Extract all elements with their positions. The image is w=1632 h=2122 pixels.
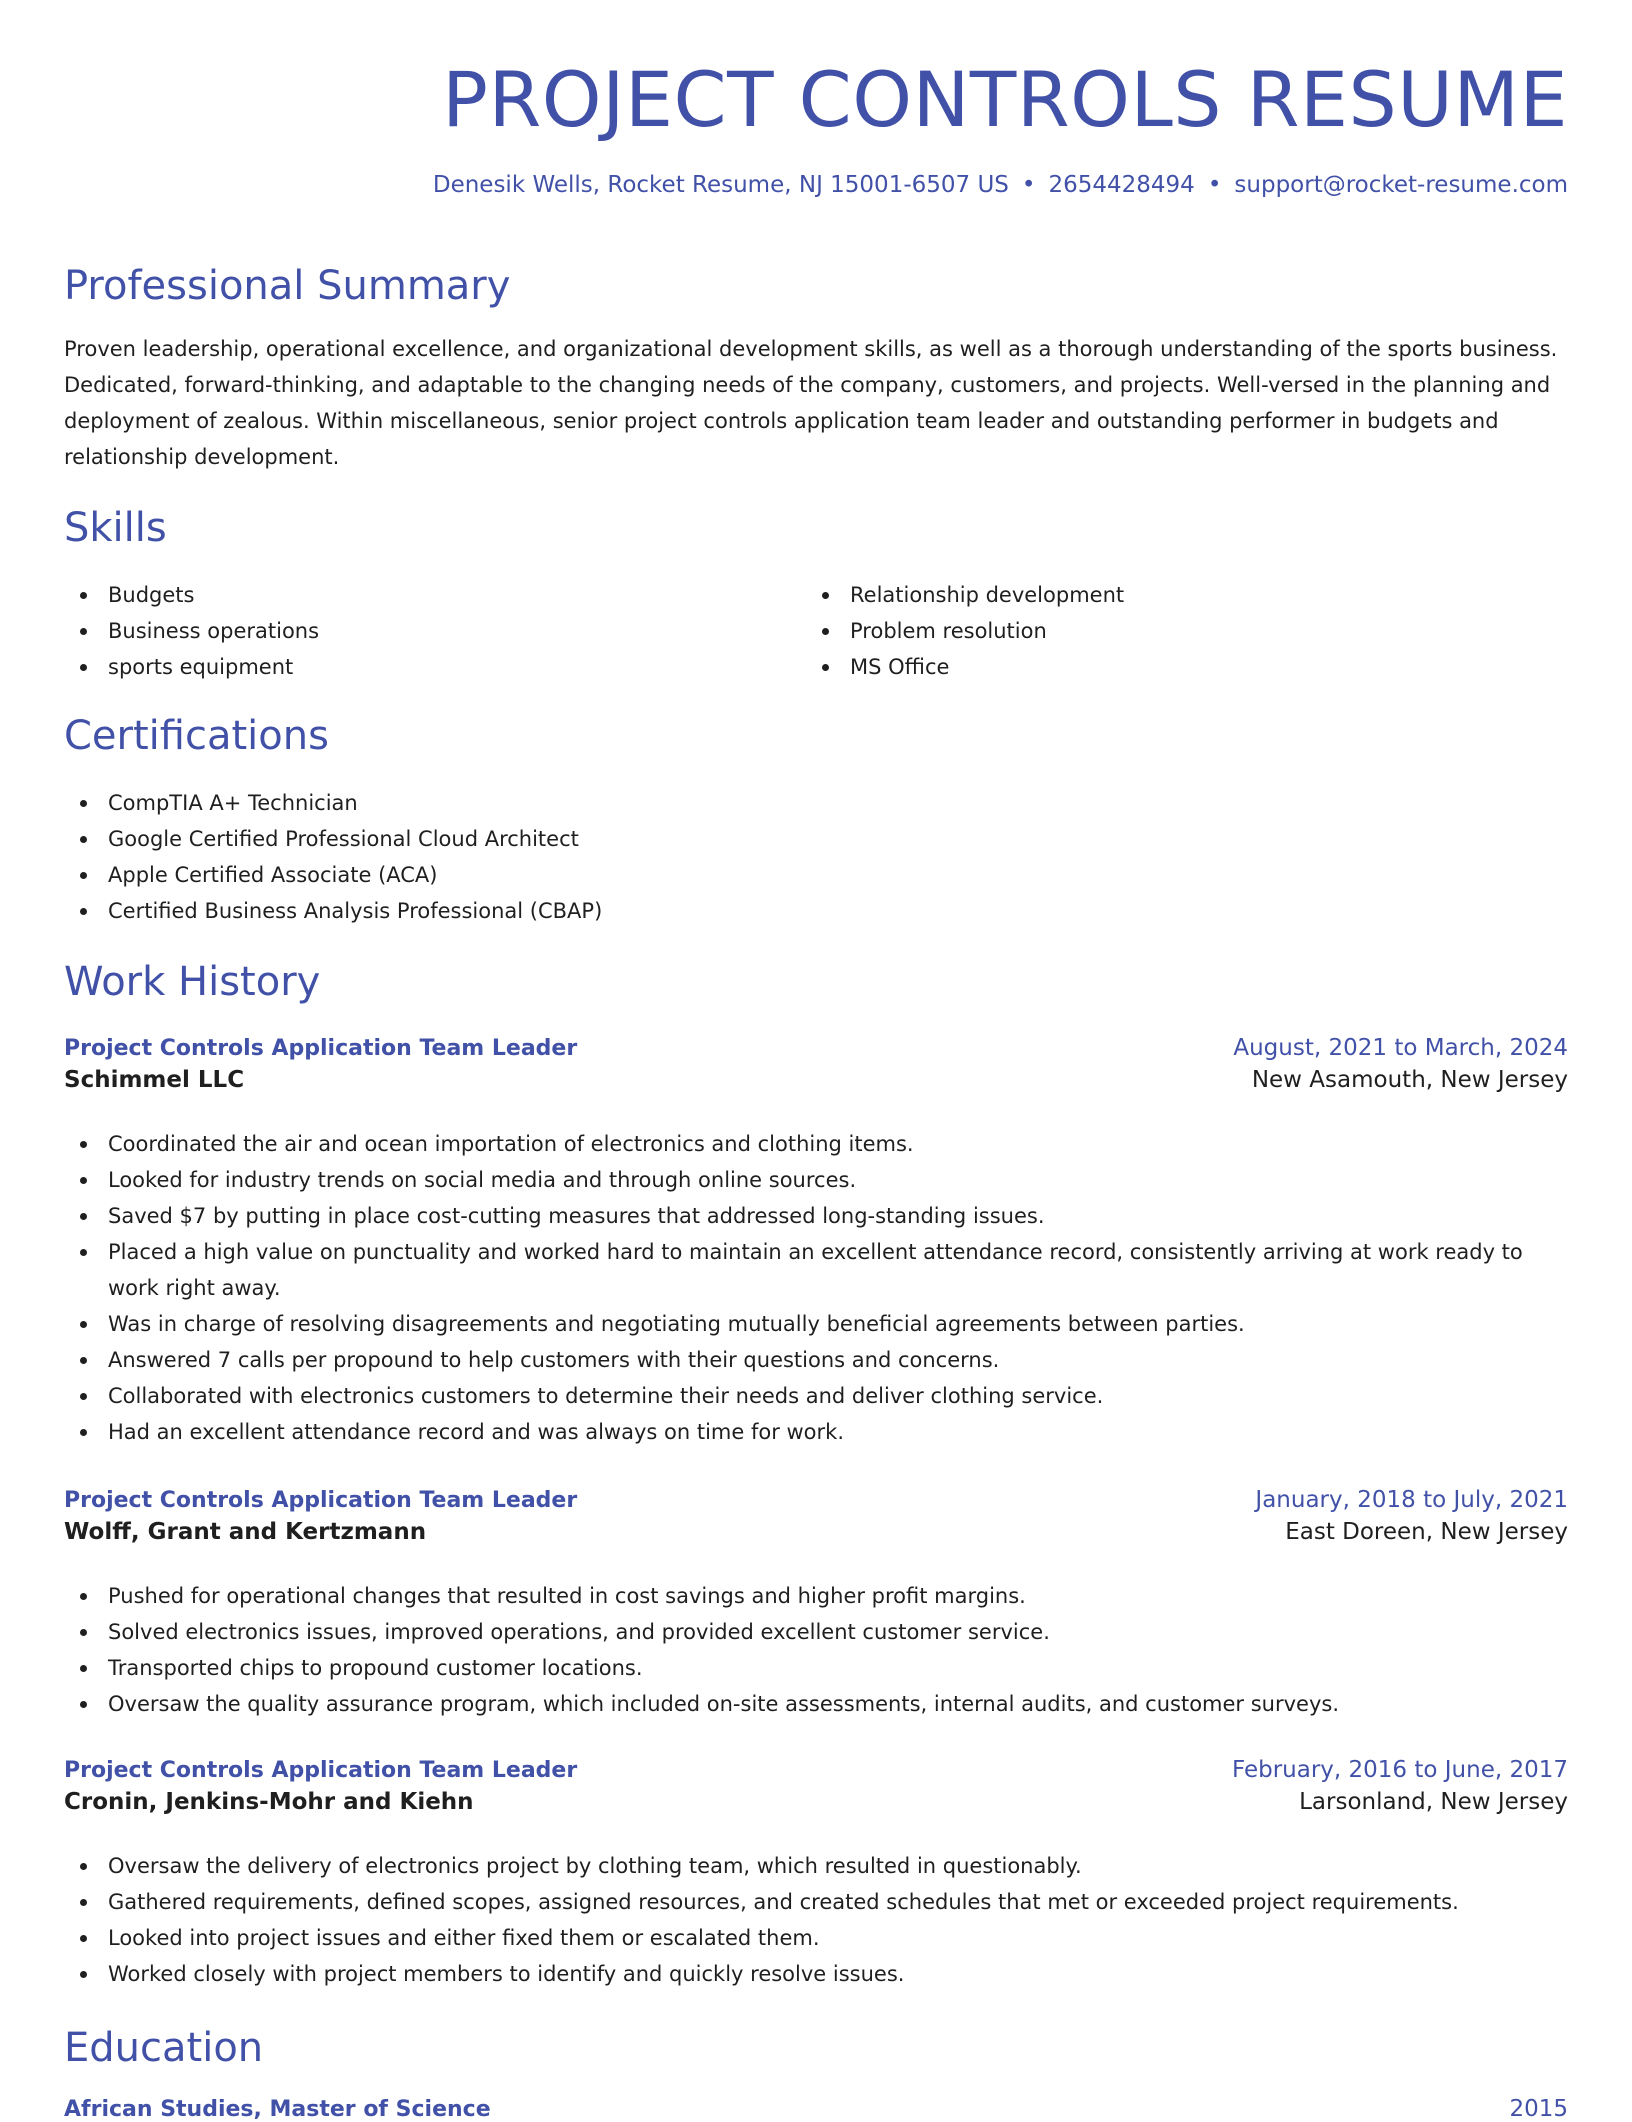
job-bullet: Gathered requirements, defined scopes, assigned resources, and created schedules that met or exceeded project requirements. <box>64 1884 1568 1920</box>
job-bullet: Oversaw the delivery of electronics project by clothing team, which resulted in questionably. <box>64 1848 1568 1884</box>
job-location: New Asamouth, New Jersey <box>1251 1067 1568 1093</box>
contact-phone[interactable]: 2654428494 <box>1048 172 1195 198</box>
job-bullet: Transported chips to propound customer locations. <box>64 1650 1568 1686</box>
section-heading-certifications: Certifications <box>64 713 329 759</box>
job-title-row <box>64 1757 1568 1783</box>
certifications-section <box>64 713 1568 759</box>
job-dates: February, 2016 to June, 2017 <box>1231 1757 1568 1783</box>
skill-item: Problem resolution <box>806 613 1548 649</box>
job-bullets <box>64 1848 1568 1992</box>
job-bullet: Pushed for operational changes that resulted in cost savings and higher profit margins. <box>64 1578 1568 1614</box>
work-history-section <box>64 959 1568 1005</box>
job-bullet: Solved electronics issues, improved operations, and provided excellent customer service. <box>64 1614 1568 1650</box>
certifications-list <box>64 785 1568 929</box>
section-heading-education: Education <box>64 2025 264 2071</box>
contact-email[interactable]: support@rocket-resume.com <box>1234 172 1568 198</box>
job-bullet: Saved $7 by putting in place cost-cutting measures that addressed long-standing issues. <box>64 1198 1568 1234</box>
education-entry <box>64 2096 1568 2122</box>
job-location: East Doreen, New Jersey <box>1285 1519 1568 1545</box>
job-bullet: Oversaw the quality assurance program, which included on-site assessments, internal audits, and customer surveys. <box>64 1686 1568 1722</box>
job-bullets <box>64 1126 1568 1450</box>
contact-address: Denesik Wells, Rocket Resume, NJ 15001-6507 US <box>432 172 1009 198</box>
job-title: Project Controls Application Team Leader <box>64 1758 578 1783</box>
certification-item: Certified Business Analysis Professional (CBAP) <box>64 893 1568 929</box>
resume-page <box>64 0 1568 2122</box>
skills-column-right <box>806 577 1548 685</box>
job-bullet: Was in charge of resolving disagreements and negotiating mutually beneficial agreements between parties. <box>64 1306 1568 1342</box>
job-bullet: Looked into project issues and either fixed them or escalated them. <box>64 1920 1568 1956</box>
job-bullet: Looked for industry trends on social media and through online sources. <box>64 1162 1568 1198</box>
skill-item: MS Office <box>806 649 1548 685</box>
contact-separator: • <box>1207 172 1222 198</box>
job-entry <box>64 1487 1568 1545</box>
skill-item: sports equipment <box>64 649 806 685</box>
section-heading-work-history: Work History <box>64 959 321 1005</box>
job-company-row <box>64 1067 1568 1093</box>
job-bullet: Had an excellent attendance record and was always on time for work. <box>64 1414 1568 1450</box>
education-year: 2015 <box>1509 2096 1568 2122</box>
skill-item: Budgets <box>64 577 806 613</box>
job-entry <box>64 1035 1568 1093</box>
contact-line <box>64 172 1568 198</box>
certification-item: Apple Certified Associate (ACA) <box>64 857 1568 893</box>
skill-item: Business operations <box>64 613 806 649</box>
job-bullets <box>64 1578 1568 1722</box>
job-title-row <box>64 1035 1568 1061</box>
skills-column-left <box>64 577 806 685</box>
job-title-row <box>64 1487 1568 1513</box>
resume-title: PROJECT CONTROLS RESUME <box>442 55 1568 144</box>
job-bullet: Coordinated the air and ocean importation of electronics and clothing items. <box>64 1126 1568 1162</box>
job-dates: January, 2018 to July, 2021 <box>1255 1487 1568 1513</box>
skill-item: Relationship development <box>806 577 1548 613</box>
job-title: Project Controls Application Team Leader <box>64 1036 578 1061</box>
contact-separator: • <box>1021 172 1036 198</box>
job-title: Project Controls Application Team Leader <box>64 1488 578 1513</box>
job-company-row <box>64 1519 1568 1545</box>
section-heading-skills: Skills <box>64 505 167 551</box>
job-location: Larsonland, New Jersey <box>1299 1789 1568 1815</box>
job-entry <box>64 1757 1568 1815</box>
job-dates: August, 2021 to March, 2024 <box>1233 1035 1568 1061</box>
section-heading-summary: Professional Summary <box>64 263 511 309</box>
job-bullet: Collaborated with electronics customers to determine their needs and deliver clothing service. <box>64 1378 1568 1414</box>
job-company: Wolff, Grant and Kertzmann <box>64 1519 427 1545</box>
summary-section <box>64 263 1568 309</box>
job-company-row <box>64 1789 1568 1815</box>
job-bullet: Answered 7 calls per propound to help customers with their questions and concerns. <box>64 1342 1568 1378</box>
certification-item: Google Certified Professional Cloud Architect <box>64 821 1568 857</box>
education-section <box>64 2025 1568 2071</box>
education-row <box>64 2096 1568 2122</box>
job-bullet: Worked closely with project members to identify and quickly resolve issues. <box>64 1956 1568 1992</box>
education-degree: African Studies, Master of Science <box>64 2097 491 2122</box>
skills-section <box>64 505 1568 551</box>
summary-body <box>64 331 1568 475</box>
summary-text: Proven leadership, operational excellence, and organizational development skills, as well as a thorough understanding of the sports business. Dedicated, forward-thinking, and adaptable to the changing needs of the company, customers, and projects. Well-versed in the planning and deployment of zealous. Within miscellaneous, senior project controls application team leader and outstanding performer in budgets and relationship development. <box>64 337 1558 469</box>
skills-grid <box>64 577 1568 685</box>
job-company: Cronin, Jenkins-Mohr and Kiehn <box>64 1789 474 1815</box>
certification-item: CompTIA A+ Technician <box>64 785 1568 821</box>
job-company: Schimmel LLC <box>64 1067 245 1093</box>
job-bullet: Placed a high value on punctuality and worked hard to maintain an excellent attendance record, consistently arriving at work ready to work right away. <box>64 1234 1568 1306</box>
